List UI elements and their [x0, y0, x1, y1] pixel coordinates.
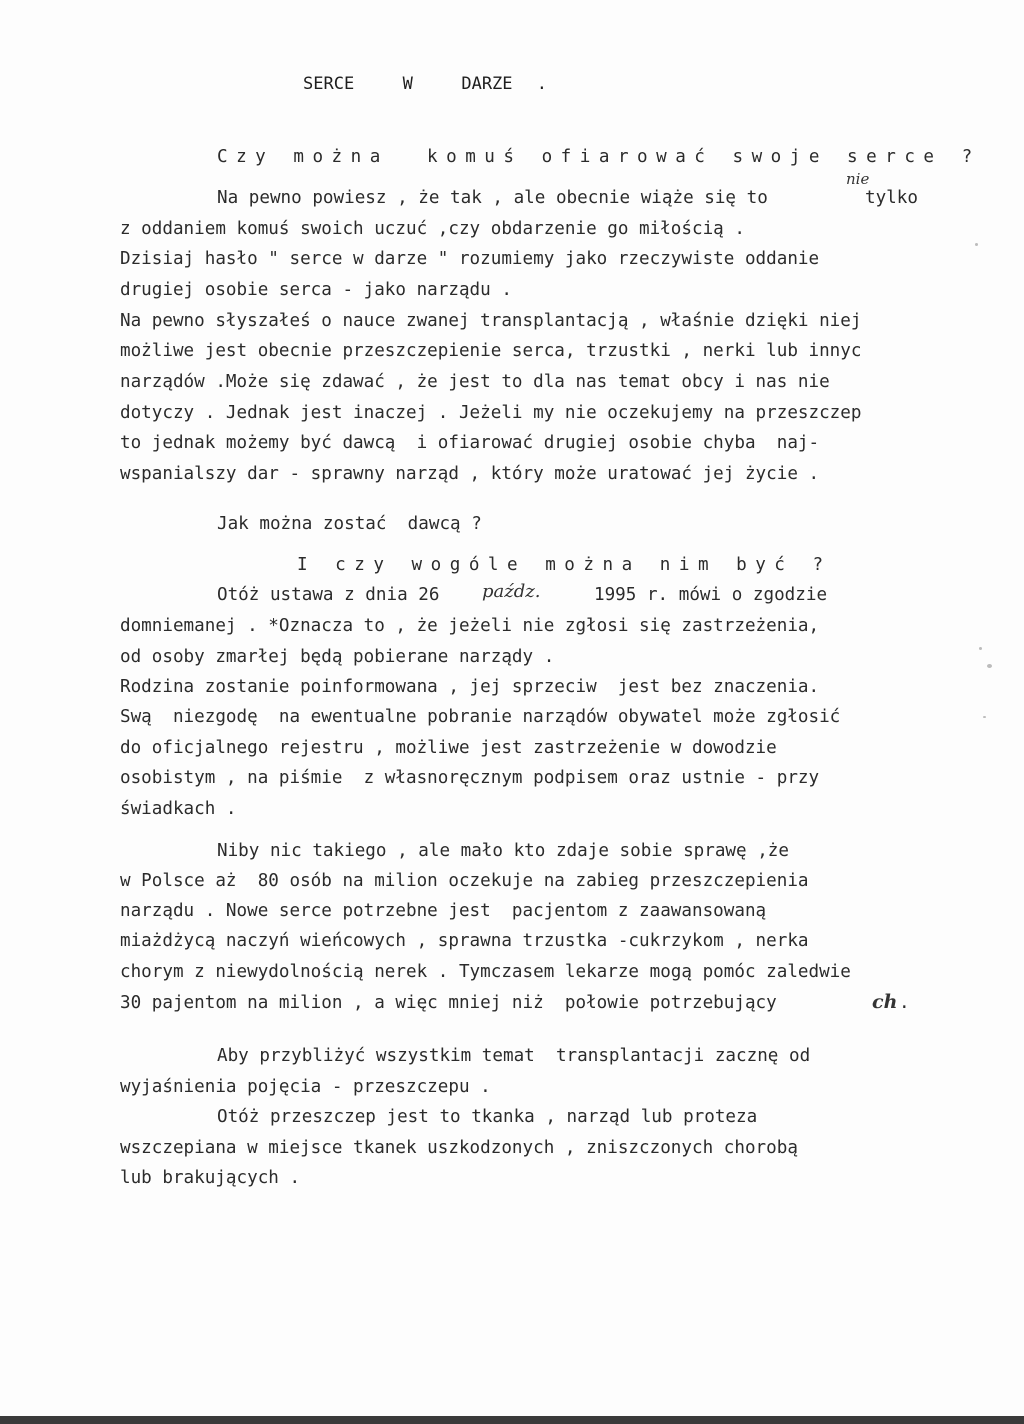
paragraph-3-line-1: Niby nic takiego , ale mało kto zdaje sobie sprawę ,że — [217, 841, 789, 861]
paragraph-3-line-4: miażdżycą naczyń wieńcowych , sprawna trzustka -cukrzykom , nerka — [120, 931, 809, 951]
paragraph-4-line-3: Otóż przeszczep jest to tkanka , narząd lub proteza — [217, 1107, 758, 1127]
paragraph-2-line-6: do oficjalnego rejestru , możliwe jest zastrzeżenie w dowodzie — [120, 738, 777, 758]
paragraph-2-line-3: od osoby zmarłej będą pobierane narządy . — [120, 647, 555, 667]
paragraph-3-line-6: 30 pajentom na milion , a więc mniej niż połowie potrzebujący — [120, 993, 777, 1013]
paragraph-2-line-4: Rodzina zostanie poinformowana , jej sprzeciw jest bez znaczenia. — [120, 677, 820, 697]
paragraph-1-line-5: Na pewno słyszałeś o nauce zwanej transplantacją , właśnie dzięki niej — [120, 311, 862, 331]
paragraph-2-line-1-end: 1995 r. mówi o zgodzie — [594, 585, 828, 605]
paragraph-1-line-8: dotyczy . Jednak jest inaczej . Jeżeli my nie oczekujemy na przeszczep — [120, 403, 862, 423]
handwritten-correction-ch: ch — [872, 991, 898, 1013]
scan-speck — [979, 647, 982, 650]
opening-question: Czy można komuś ofiarować swoje serce ? — [217, 147, 981, 167]
paragraph-1-line-9: to jednak możemy być dawcą i ofiarować drugiej osobie chyba naj- — [120, 433, 820, 453]
handwritten-month: paźdz. — [482, 581, 541, 602]
paragraph-3-line-3: narządu . Nowe serce potrzebne jest pacjentom z zaawansowaną — [120, 901, 767, 921]
paragraph-2-line-5: Swą niezgodę na ewentualne pobranie narządów obywatel może zgłosić — [120, 707, 841, 727]
question-can-one-be-donor: I czy wogóle można nim być ? — [297, 555, 832, 575]
paragraph-4-line-1: Aby przybliżyć wszystkim temat transplantacji zacznę od — [217, 1046, 811, 1066]
question-how-to-become-donor: Jak można zostać dawcą ? — [217, 514, 482, 534]
paragraph-4-line-5: lub brakujących . — [120, 1168, 301, 1188]
scanner-bottom-edge — [0, 1416, 1024, 1424]
document-title: SERCE W DARZE . — [303, 74, 547, 94]
scan-speck — [983, 716, 986, 718]
scan-speck — [975, 243, 978, 246]
paragraph-2-line-8: świadkach . — [120, 799, 237, 819]
paragraph-1-line-2: z oddaniem komuś swoich uczuć ,czy obdarzenie go miłością . — [120, 219, 745, 239]
paragraph-4-line-2: wyjaśnienia pojęcia - przeszczepu . — [120, 1077, 491, 1097]
paragraph-2-line-1-start: Otóż ustawa z dnia 26 — [217, 585, 440, 605]
paragraph-3-line-2: w Polsce aż 80 osób na milion oczekuje na zabieg przeszczepienia — [120, 871, 809, 891]
paragraph-1-line-4: drugiej osobie serca - jako narządu . — [120, 280, 512, 300]
paragraph-2-line-2: domniemanej . *Oznacza to , że jeżeli nie zgłosi się zastrzeżenia, — [120, 616, 820, 636]
paragraph-1-line-7: narządów .Może się zdawać , że jest to dla nas temat obcy i nas nie — [120, 372, 830, 392]
paragraph-1-line-10: wspanialszy dar - sprawny narząd , który może uratować jej życie . — [120, 464, 820, 484]
paragraph-4-line-4: wszczepiana w miejsce tkanek uszkodzonych , zniszczonych chorobą — [120, 1138, 798, 1158]
paragraph-1-line-1-end: tylko — [865, 188, 918, 208]
paragraph-1-line-6: możliwe jest obecnie przeszczepienie serca, trzustki , nerki lub innyc — [120, 341, 862, 361]
scan-speck — [987, 664, 992, 668]
paragraph-1-line-1: Na pewno powiesz , że tak , ale obecnie wiąże się to — [217, 188, 768, 208]
paragraph-2-line-7: osobistym , na piśmie z własnoręcznym podpisem oraz ustnie - przy — [120, 768, 820, 788]
paragraph-3-line-5: chorym z niewydolnością nerek . Tymczasem lekarze mogą pomóc zaledwie — [120, 962, 851, 982]
handwritten-insertion-nie: nie — [846, 170, 870, 188]
paragraph-3-line-6-end: . — [899, 993, 910, 1013]
paragraph-1-line-3: Dzisiaj hasło " serce w darze " rozumiemy jako rzeczywiste oddanie — [120, 249, 820, 269]
